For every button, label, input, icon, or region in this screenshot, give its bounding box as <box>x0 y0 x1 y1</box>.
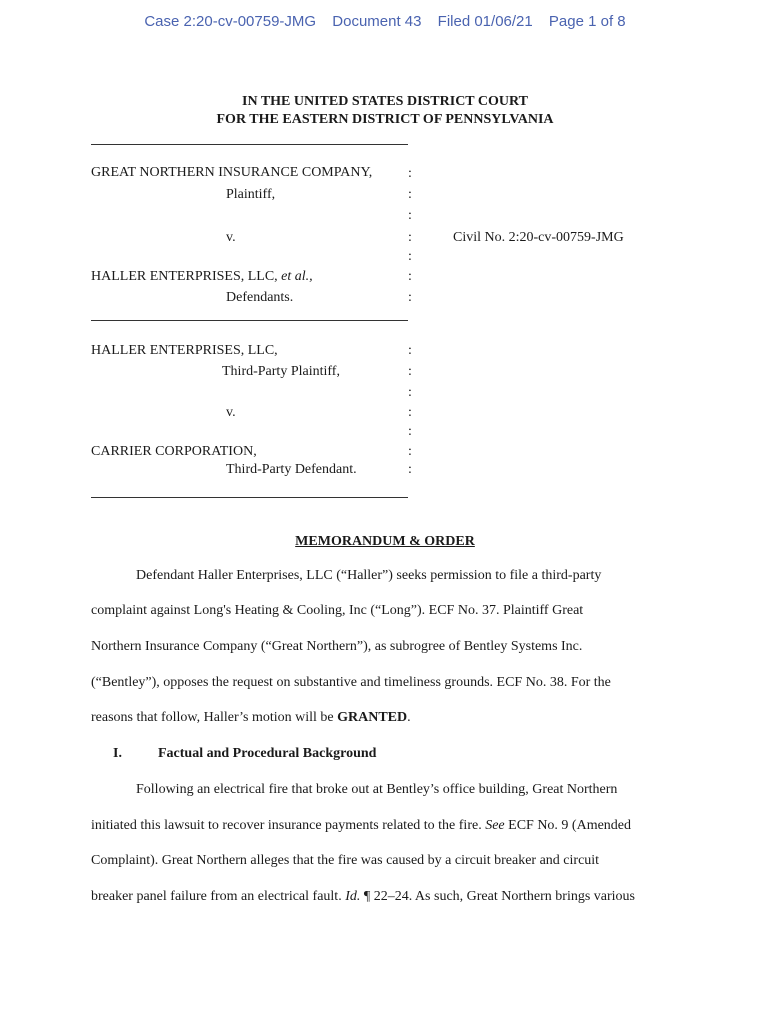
intro-line-3: Northern Insurance Company (“Great Northern”), as subrogree of Bentley Systems Inc. <box>91 639 583 654</box>
caption-colon: : <box>408 444 412 459</box>
defendant-etal: et al., <box>281 269 313 284</box>
body-line-4 <box>91 889 635 905</box>
defendant-name-text: HALLER ENTERPRISES, LLC, <box>91 269 278 284</box>
filing-header <box>0 13 770 30</box>
third-party-plaintiff-role: Third-Party Plaintiff, <box>222 364 340 379</box>
caption-colon: : <box>408 269 412 284</box>
third-party-plaintiff-name: HALLER ENTERPRISES, LLC, <box>91 343 278 358</box>
document-number: Document 43 <box>332 13 422 30</box>
caption-colon: : <box>408 405 412 420</box>
caption-colon: : <box>408 343 412 358</box>
caption-colon: : <box>408 424 412 439</box>
plaintiff-name: GREAT NORTHERN INSURANCE COMPANY, <box>91 165 373 180</box>
intro-line-4: (“Bentley”), opposes the request on substantive and timeliness grounds. ECF No. 38. For the <box>91 675 611 690</box>
section-title: Factual and Procedural Background <box>158 746 377 761</box>
page-indicator: Page 1 of 8 <box>548 13 626 30</box>
intro-line-5-end: . <box>407 710 411 725</box>
versus-1: v. <box>226 230 236 245</box>
defendant-role: Defendants. <box>226 290 294 305</box>
id-signal: Id. <box>345 889 361 904</box>
filed-date: Filed 01/06/21 <box>437 13 533 30</box>
caption-colon: : <box>408 166 412 181</box>
caption-rule-bottom <box>91 497 408 498</box>
intro-line-5-text: reasons that follow, Haller’s motion will be <box>91 710 338 725</box>
document-title: MEMORANDUM & ORDER <box>295 534 475 549</box>
intro-line-1: Defendant Haller Enterprises, LLC (“Haller”) seeks permission to file a third-party <box>136 568 602 583</box>
caption-colon: : <box>408 249 412 264</box>
body-line-3: Complaint). Great Northern alleges that the fire was caused by a circuit breaker and circuit <box>91 853 600 868</box>
caption-colon: : <box>408 364 412 379</box>
caption-colon: : <box>408 208 412 223</box>
court-name-line1: IN THE UNITED STATES DISTRICT COURT <box>242 94 528 109</box>
caption-rule-top <box>91 144 408 145</box>
civil-number: Civil No. 2:20-cv-00759-JMG <box>453 230 624 245</box>
caption-colon: : <box>408 230 412 245</box>
versus-2: v. <box>226 405 236 420</box>
body-line-2-text: initiated this lawsuit to recover insurance payments related to the fire. <box>91 818 486 833</box>
caption-colon: : <box>408 462 412 477</box>
see-signal: See <box>485 818 505 833</box>
body-line-2 <box>91 818 631 834</box>
plaintiff-role: Plaintiff, <box>226 187 276 202</box>
caption-rule-middle <box>91 320 408 321</box>
case-number: Case 2:20-cv-00759-JMG <box>144 13 317 30</box>
court-name-line2: FOR THE EASTERN DISTRICT OF PENNSYLVANIA <box>216 112 554 127</box>
intro-line-2: complaint against Long's Heating & Cooling, Inc (“Long”). ECF No. 37. Plaintiff Great <box>91 603 584 618</box>
granted-text: GRANTED <box>337 710 408 725</box>
third-party-defendant-name: CARRIER CORPORATION, <box>91 444 257 459</box>
body-line-4-text: breaker panel failure from an electrical fault. <box>91 889 346 904</box>
intro-line-5 <box>91 710 411 726</box>
caption-colon: : <box>408 385 412 400</box>
caption-colon: : <box>408 290 412 305</box>
body-line-4-end: ¶ 22–24. As such, Great Northern brings various <box>360 889 635 904</box>
body-line-2-end: ECF No. 9 (Amended <box>504 818 632 833</box>
defendant-name <box>91 269 313 285</box>
caption-colon: : <box>408 187 412 202</box>
third-party-defendant-role: Third-Party Defendant. <box>226 462 357 477</box>
section-number: I. <box>113 746 122 761</box>
body-line-1: Following an electrical fire that broke out at Bentley’s office building, Great Northern <box>136 782 618 797</box>
